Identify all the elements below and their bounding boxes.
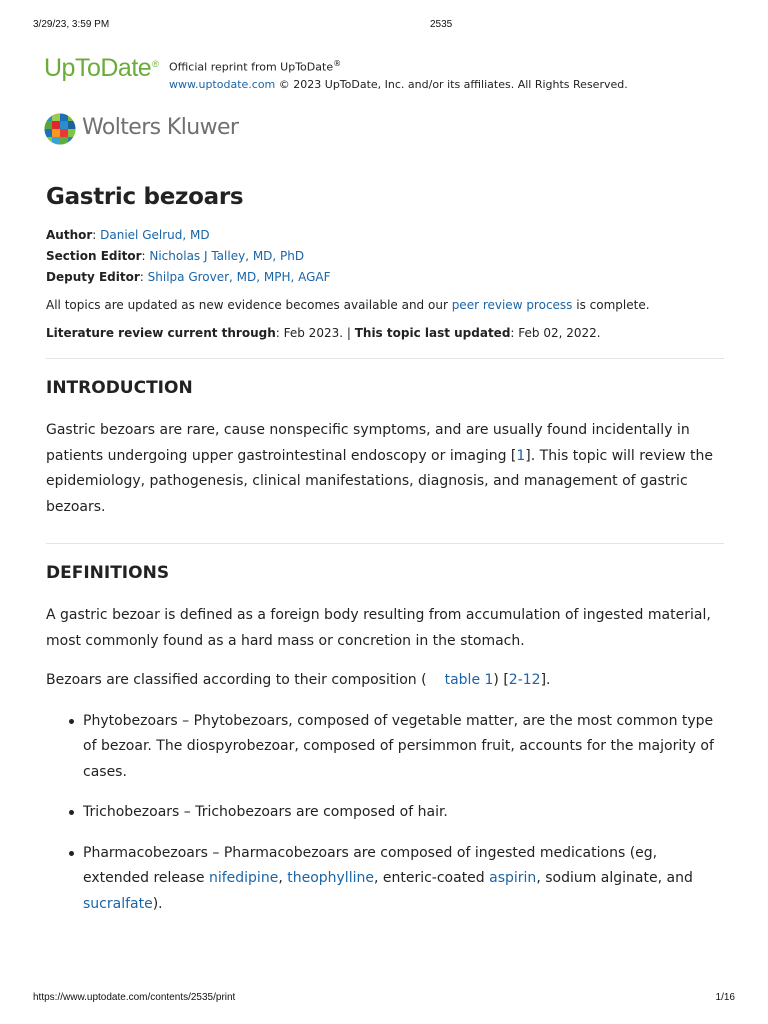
peer-review-link[interactable]: peer review process [451, 298, 573, 312]
reference-link-2-12[interactable]: 2-12 [508, 672, 541, 688]
review-dates [46, 323, 724, 343]
bezoar-types-list [46, 709, 724, 918]
section-divider [46, 543, 724, 544]
wolters-kluwer-mosaic-icon [44, 113, 76, 145]
separator-text: , [278, 870, 288, 886]
reference-link-1[interactable]: 1 [516, 447, 526, 464]
introduction-paragraph [46, 418, 724, 520]
lit-review-value: : Feb 2023. | [275, 326, 355, 340]
uptodate-registered-mark: ® [152, 58, 159, 69]
reprint-text: Official reprint from UpToDate [169, 60, 334, 74]
drug-link-sucralfate[interactable]: sucralfate [83, 895, 153, 912]
author-label: Author [46, 228, 93, 242]
introduction-text: Gastric bezoars are rare, cause nonspecific symptoms, and are usually found incidentally in patients undergoing upper gastrointestinal endoscopy or imaging [ [46, 422, 690, 464]
article-title: Gastric bezoars [46, 184, 244, 210]
wolters-kluwer-wordmark: Wolters Kluwer [82, 115, 239, 140]
update-note [46, 295, 724, 315]
author-row: Author: Daniel Gelrud, MD [46, 228, 210, 242]
section-editor-label: Section Editor [46, 249, 142, 263]
section-divider [46, 358, 724, 359]
print-doc-number: 2535 [430, 19, 453, 30]
classification-text-mid: ) [ [493, 672, 509, 688]
list-item-trichobezoars: Trichobezoars – Trichobezoars are composed of hair. [83, 800, 724, 826]
print-header [33, 19, 735, 31]
drug-link-theophylline[interactable]: theophylline [287, 870, 374, 886]
page-number: 1/16 [715, 992, 735, 1003]
reprint-line [169, 55, 628, 76]
introduction-heading: INTRODUCTION [46, 378, 193, 398]
update-note-text: All topics are updated as new evidence becomes available and our [46, 298, 452, 312]
drug-link-nifedipine[interactable]: nifedipine [208, 870, 279, 886]
definitions-heading: DEFINITIONS [46, 563, 170, 583]
introduction-text-tail: ]. This topic will review the epidemiology, pathogenesis, clinical manifestations, diagnosis, and management of gastric bezoars. [46, 447, 713, 515]
reprint-registered-mark: ® [333, 59, 342, 68]
classification-text-end: ]. [540, 672, 551, 688]
deputy-editor-label: Deputy Editor [46, 270, 140, 284]
table-1-link[interactable]: table 1 [444, 672, 494, 688]
classification-text: Bezoars are classified according to their composition ( [46, 672, 427, 688]
brand-row [44, 52, 724, 92]
definitions-paragraph-2 [46, 668, 724, 694]
deputy-editor-row: Deputy Editor: Shilpa Grover, MD, MPH, AGAF [46, 270, 331, 284]
contributors [46, 225, 724, 288]
article-content [46, 180, 724, 917]
separator-text: , enteric-coated [373, 870, 490, 886]
copyright-line [169, 76, 628, 93]
print-footer [33, 992, 735, 1004]
uptodate-logo [44, 54, 158, 83]
last-updated-label: This topic last updated [354, 326, 511, 340]
update-note-tail: is complete. [572, 298, 650, 312]
uptodate-site-link[interactable]: www.uptodate.com [169, 77, 276, 91]
definitions-paragraph-1: A gastric bezoar is defined as a foreign body resulting from accumulation of ingested material, most commonly found as a hard mass or concretion in the stomach. [46, 607, 711, 649]
section-editor-row: Section Editor: Nicholas J Talley, MD, PhD [46, 249, 305, 263]
deputy-editor-link[interactable]: Shilpa Grover, MD, MPH, AGAF [147, 270, 331, 284]
list-item-pharmacobezoars [83, 841, 724, 918]
print-url: https://www.uptodate.com/contents/2535/print [33, 992, 236, 1003]
copyright-text: © 2023 UpToDate, Inc. and/or its affiliates. All Rights Reserved. [278, 77, 628, 91]
author-link[interactable]: Daniel Gelrud, MD [100, 228, 210, 242]
section-editor-link[interactable]: Nicholas J Talley, MD, PhD [149, 249, 305, 263]
uptodate-logo-text: UpToDate [44, 54, 152, 82]
closing-text: ). [152, 895, 163, 912]
print-datetime: 3/29/23, 3:59 PM [33, 19, 110, 30]
pharmacobezoars-text: Pharmacobezoars – Pharmacobezoars are composed of ingested medications (eg, extended release [83, 844, 658, 886]
last-updated-value: : Feb 02, 2022. [510, 326, 601, 340]
reprint-notice [169, 55, 628, 93]
lit-review-label: Literature review current through [46, 326, 276, 340]
list-item-phytobezoars: Phytobezoars – Phytobezoars, composed of vegetable matter, are the most common type of bezoar. The diospyrobezoar, composed of persimmon fruit, accounts for the majority of cases. [83, 709, 724, 786]
drug-link-aspirin[interactable]: aspirin [489, 870, 537, 886]
separator-text: , sodium alginate, and [536, 870, 693, 886]
